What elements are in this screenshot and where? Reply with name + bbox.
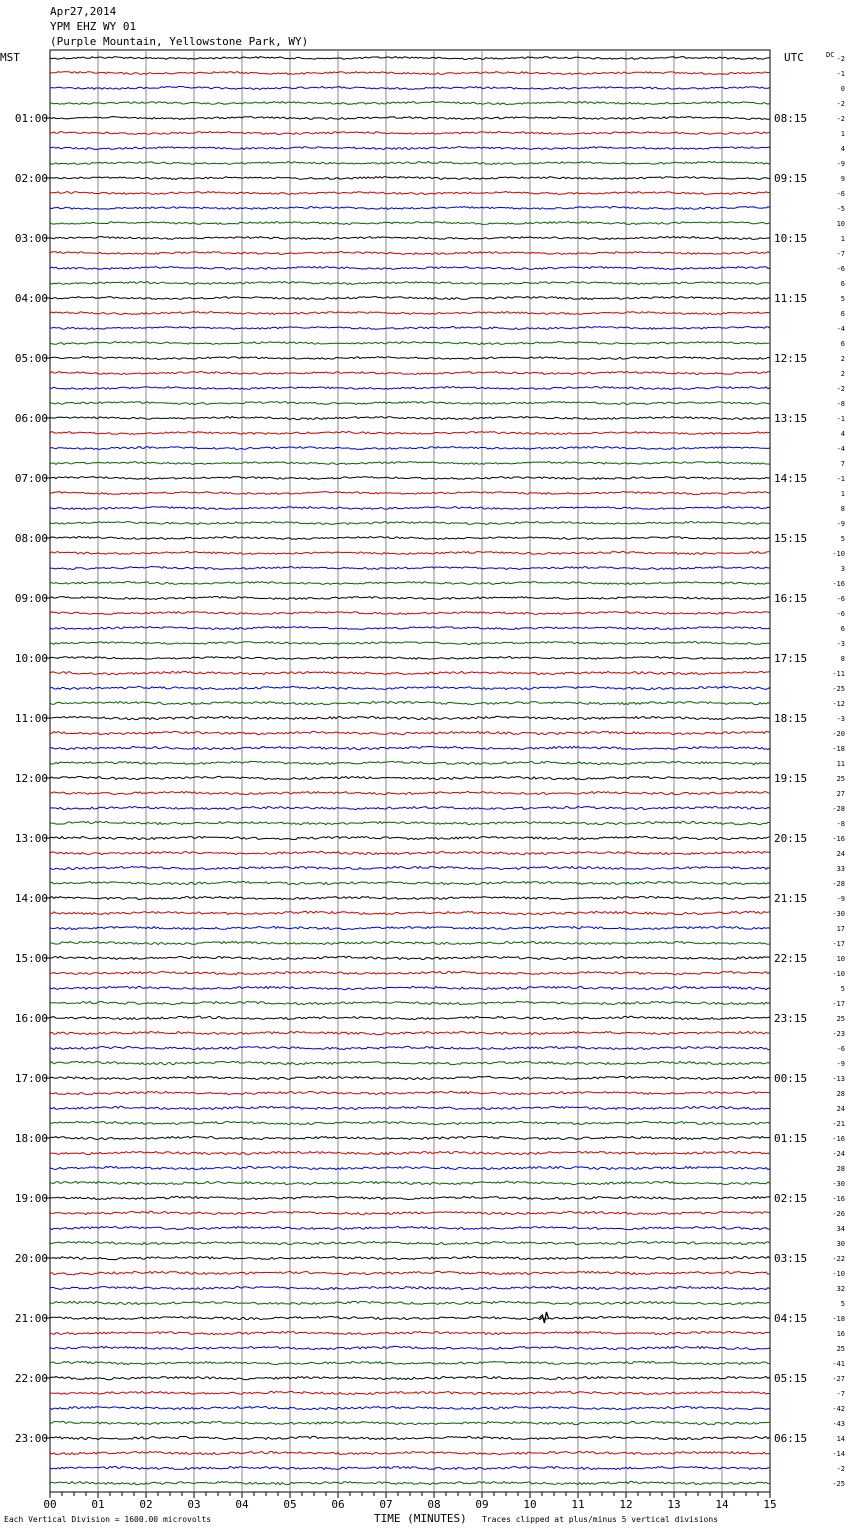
- trace-line: [50, 806, 770, 809]
- trace-line: [50, 911, 770, 914]
- trace-line: [50, 866, 770, 869]
- trace-line: [50, 1451, 770, 1454]
- trace-line: [50, 147, 770, 150]
- dc-offset-label: -9: [836, 520, 845, 528]
- dc-offset-label: 2: [840, 370, 845, 378]
- dc-offset-label: -2: [836, 385, 845, 393]
- right-hour-label: 11:15: [774, 292, 808, 305]
- trace-line: [50, 87, 770, 90]
- dc-offset-label: -2: [836, 1465, 845, 1473]
- dc-offset-label: -25: [832, 685, 845, 693]
- plot-date: Apr27,2014: [50, 5, 117, 18]
- right-hour-label: 18:15: [774, 712, 808, 725]
- trace-line: [50, 1301, 770, 1304]
- dc-offset-label: -28: [832, 880, 845, 888]
- trace-line: [50, 1256, 770, 1259]
- left-hour-label: 21:00: [14, 1312, 48, 1325]
- dc-offset-label: 10: [836, 220, 845, 228]
- x-tick-label: 15: [763, 1498, 777, 1511]
- dc-offset-label: -25: [832, 1480, 845, 1488]
- left-hour-label: 18:00: [14, 1132, 48, 1145]
- left-hour-label: 15:00: [14, 952, 48, 965]
- dc-offset-label: -16: [832, 1195, 845, 1203]
- dc-offset-label: -2: [836, 55, 845, 63]
- x-tick-label: 01: [91, 1498, 105, 1511]
- dc-offset-label: 6: [840, 340, 845, 348]
- grid-lines: [50, 50, 770, 1492]
- trace-line: [50, 177, 770, 180]
- trace-line: [50, 117, 770, 120]
- trace-line: [50, 1316, 770, 1319]
- trace-line: [50, 716, 770, 719]
- trace-line: [50, 851, 770, 854]
- trace-line: [50, 1377, 770, 1380]
- dc-offset-label: 8: [840, 655, 845, 663]
- dc-offset-label: 6: [840, 625, 845, 633]
- dc-offset-label: -2: [836, 100, 845, 108]
- x-tick-label: 03: [187, 1498, 201, 1511]
- left-hour-label: 11:00: [14, 712, 48, 725]
- x-tick-label: 00: [43, 1498, 57, 1511]
- right-hour-label: 15:15: [774, 532, 808, 545]
- trace-line: [50, 791, 770, 794]
- dc-offset-label: -8: [836, 820, 845, 828]
- trace-line: [50, 926, 770, 929]
- trace-line: [50, 162, 770, 165]
- trace-line: [50, 896, 770, 899]
- dc-offset-label: 0: [840, 85, 845, 93]
- left-hour-label: 03:00: [14, 232, 48, 245]
- dc-offset-label: -18: [832, 1315, 845, 1323]
- trace-line: [50, 192, 770, 195]
- right-hour-label: 17:15: [774, 652, 808, 665]
- dc-offset-label: -28: [832, 805, 845, 813]
- trace-line: [50, 776, 770, 779]
- dc-offset-label: 6: [840, 280, 845, 288]
- dc-offset-label: -24: [832, 1150, 845, 1158]
- dc-offset-label: 28: [836, 1090, 845, 1098]
- trace-line: [50, 552, 770, 555]
- trace-line: [50, 881, 770, 884]
- trace-line: [50, 731, 770, 734]
- dc-offset-label: -27: [832, 1375, 845, 1383]
- dc-offset-label: -4: [836, 325, 845, 333]
- trace-line: [50, 507, 770, 510]
- dc-offset-label: -6: [836, 610, 845, 618]
- trace-line: [50, 1226, 770, 1229]
- trace-line: [50, 447, 770, 450]
- trace-line: [50, 836, 770, 839]
- trace-line: [50, 537, 770, 540]
- dc-offset-label: 25: [836, 775, 845, 783]
- right-hour-label: 14:15: [774, 472, 808, 485]
- left-hour-label: 08:00: [14, 532, 48, 545]
- trace-line: [50, 986, 770, 989]
- dc-offset-label: -12: [832, 700, 845, 708]
- dc-offset-label: 4: [840, 430, 845, 438]
- right-hour-label: 08:15: [774, 112, 808, 125]
- clip-note: Traces clipped at plus/minus 5 vertical divisions: [482, 1515, 719, 1524]
- x-tick-label: 02: [139, 1498, 153, 1511]
- dc-offset-label: 5: [840, 295, 845, 303]
- x-tick-label: 06: [331, 1498, 345, 1511]
- trace-line: [50, 1361, 770, 1364]
- dc-offset-label: -10: [832, 1270, 845, 1278]
- x-axis-title: TIME (MINUTES): [374, 1512, 467, 1525]
- trace-line: [50, 1421, 770, 1424]
- dc-offset-label: -6: [836, 190, 845, 198]
- right-hour-label: 21:15: [774, 892, 808, 905]
- dc-offset-label: -4: [836, 445, 845, 453]
- trace-line: [50, 1016, 770, 1019]
- left-hour-label: 14:00: [14, 892, 48, 905]
- right-hour-label: 05:15: [774, 1372, 808, 1385]
- trace-line: [50, 1406, 770, 1409]
- trace-line: [50, 567, 770, 570]
- scale-note: Each Vertical Division = 1600.00 microvolts: [4, 1515, 212, 1524]
- trace-line: [50, 941, 770, 944]
- dc-offset-label: -18: [832, 745, 845, 753]
- left-hour-label: 04:00: [14, 292, 48, 305]
- dc-offset-label: -1: [836, 475, 845, 483]
- left-hour-label: 20:00: [14, 1252, 48, 1265]
- right-timezone-label: UTC: [784, 51, 804, 64]
- dc-offset-label: -3: [836, 640, 845, 648]
- trace-line: [50, 1286, 770, 1289]
- dc-offset-label: 1: [840, 490, 845, 498]
- trace-line: [50, 387, 770, 390]
- trace-line: [50, 222, 770, 225]
- dc-offset-label: 9: [840, 175, 845, 183]
- dc-offset-label: -5: [836, 205, 845, 213]
- trace-line: [50, 971, 770, 974]
- trace-line: [50, 657, 770, 660]
- trace-line: [50, 207, 770, 210]
- x-tick-label: 07: [379, 1498, 393, 1511]
- dc-offset-label: -30: [832, 910, 845, 918]
- dc-offset-label: -22: [832, 1255, 845, 1263]
- trace-line: [50, 102, 770, 105]
- left-hour-label: 23:00: [14, 1432, 48, 1445]
- dc-offset-label: -7: [836, 1390, 845, 1398]
- dc-offset-label: 5: [840, 1300, 845, 1308]
- dc-offset-label: 10: [836, 955, 845, 963]
- trace-line: [50, 327, 770, 330]
- right-hour-label: 04:15: [774, 1312, 808, 1325]
- right-hour-label: 02:15: [774, 1192, 808, 1205]
- trace-line: [50, 1166, 770, 1169]
- trace-line: [50, 237, 770, 240]
- left-hour-label: 06:00: [14, 412, 48, 425]
- trace-line: [50, 1346, 770, 1349]
- right-hour-label: 00:15: [774, 1072, 808, 1085]
- trace-line: [50, 1031, 770, 1034]
- trace-line: [50, 671, 770, 674]
- dc-offset-label: -6: [836, 1045, 845, 1053]
- trace-line: [50, 686, 770, 689]
- trace-line: [50, 57, 770, 60]
- trace-line: [50, 582, 770, 585]
- dc-offset-label: 4: [840, 145, 845, 153]
- trace-line: [50, 1481, 770, 1484]
- dc-offset-label: -2: [836, 115, 845, 123]
- trace-line: [50, 1196, 770, 1199]
- seismic-traces: [50, 57, 770, 1485]
- dc-offset-label: -17: [832, 1000, 845, 1008]
- dc-offset-label: 27: [836, 790, 845, 798]
- dc-offset-label: 5: [840, 985, 845, 993]
- right-hour-label: 01:15: [774, 1132, 808, 1145]
- trace-line: [50, 627, 770, 630]
- dc-offset-label: 5: [840, 535, 845, 543]
- left-hour-label: 22:00: [14, 1372, 48, 1385]
- right-hour-label: 03:15: [774, 1252, 808, 1265]
- right-hour-label: 20:15: [774, 832, 808, 845]
- dc-offset-label: 24: [836, 1105, 845, 1113]
- trace-line: [50, 1076, 770, 1079]
- dc-offset-label: -10: [832, 970, 845, 978]
- dc-offset-label: 24: [836, 850, 845, 858]
- right-hour-label: 06:15: [774, 1432, 808, 1445]
- dc-offset-label: -13: [832, 1075, 845, 1083]
- trace-line: [50, 612, 770, 615]
- dc-offset-label: 1: [840, 130, 845, 138]
- dc-offset-label: 14: [836, 1435, 845, 1443]
- dc-offset-label: -42: [832, 1405, 845, 1413]
- dc-offset-label: -16: [832, 835, 845, 843]
- dc-offset-label: 2: [840, 355, 845, 363]
- dc-offset-label: 32: [836, 1285, 845, 1293]
- trace-line: [50, 372, 770, 375]
- trace-line: [50, 282, 770, 285]
- dc-offset-label: -16: [832, 1135, 845, 1143]
- x-tick-label: 09: [475, 1498, 489, 1511]
- dc-offset-label: -7: [836, 250, 845, 258]
- station-name: YPM EHZ WY 01: [50, 20, 137, 33]
- right-hour-label: 19:15: [774, 772, 808, 785]
- trace-line: [50, 1331, 770, 1334]
- dc-offset-label: 16: [836, 1330, 845, 1338]
- trace-line: [50, 297, 770, 300]
- trace-line: [50, 357, 770, 360]
- dc-offset-label: -3: [836, 715, 845, 723]
- right-hour-label: 23:15: [774, 1012, 808, 1025]
- dc-offset-label: -41: [832, 1360, 845, 1368]
- dc-label: DC: [826, 51, 835, 59]
- left-hour-label: 09:00: [14, 592, 48, 605]
- trace-line: [50, 956, 770, 959]
- dc-offset-label: -16: [832, 580, 845, 588]
- dc-offset-label: -20: [832, 730, 845, 738]
- left-hour-label: 05:00: [14, 352, 48, 365]
- trace-line: [50, 1271, 770, 1274]
- dc-offset-label: -9: [836, 1060, 845, 1068]
- trace-line: [50, 1466, 770, 1469]
- trace-line: [50, 1106, 770, 1109]
- right-hour-label: 13:15: [774, 412, 808, 425]
- left-hour-label: 01:00: [14, 112, 48, 125]
- trace-line: [50, 1046, 770, 1049]
- right-hour-label: 12:15: [774, 352, 808, 365]
- trace-line: [50, 417, 770, 420]
- dc-offset-label: 33: [836, 865, 845, 873]
- dc-offset-label: -10: [832, 550, 845, 558]
- dc-offset-label: -43: [832, 1420, 845, 1428]
- trace-line: [50, 1391, 770, 1394]
- left-hour-label: 17:00: [14, 1072, 48, 1085]
- dc-offset-label: -9: [836, 895, 845, 903]
- left-timezone-label: MST: [0, 51, 20, 64]
- trace-line: [50, 252, 770, 255]
- trace-line: [50, 132, 770, 135]
- dc-offset-label: -9: [836, 160, 845, 168]
- trace-line: [50, 312, 770, 315]
- trace-line: [50, 1181, 770, 1184]
- trace-line: [50, 1211, 770, 1214]
- dc-offset-label: -11: [832, 670, 845, 678]
- dc-offset-label: -6: [836, 595, 845, 603]
- left-hour-label: 02:00: [14, 172, 48, 185]
- trace-line: [50, 1061, 770, 1064]
- trace-line: [50, 492, 770, 495]
- dc-offset-label: -17: [832, 940, 845, 948]
- x-tick-label: 13: [667, 1498, 681, 1511]
- dc-offset-label: 11: [836, 760, 845, 768]
- dc-offset-label: -30: [832, 1180, 845, 1188]
- left-hour-label: 19:00: [14, 1192, 48, 1205]
- trace-line: [50, 1151, 770, 1154]
- x-tick-label: 12: [619, 1498, 633, 1511]
- plot-frame: [50, 50, 770, 1492]
- dc-offset-label: 3: [840, 565, 845, 573]
- trace-line: [50, 1001, 770, 1004]
- dc-offset-label: 6: [840, 310, 845, 318]
- dc-offset-label: 28: [836, 1165, 845, 1173]
- dc-offset-label: 8: [840, 505, 845, 513]
- trace-line: [50, 432, 770, 435]
- dc-offset-label: -1: [836, 415, 845, 423]
- right-hour-label: 10:15: [774, 232, 808, 245]
- event-spike: [539, 1312, 548, 1323]
- dc-offset-label: -23: [832, 1030, 845, 1038]
- trace-line: [50, 746, 770, 749]
- dc-offset-label: -6: [836, 265, 845, 273]
- left-hour-label: 16:00: [14, 1012, 48, 1025]
- trace-line: [50, 1436, 770, 1439]
- trace-line: [50, 821, 770, 824]
- trace-line: [50, 701, 770, 704]
- dc-offset-label: 25: [836, 1345, 845, 1353]
- left-hour-label: 12:00: [14, 772, 48, 785]
- trace-line: [50, 597, 770, 600]
- left-hour-label: 10:00: [14, 652, 48, 665]
- x-tick-label: 14: [715, 1498, 729, 1511]
- dc-offset-label: -26: [832, 1210, 845, 1218]
- x-tick-label: 11: [571, 1498, 585, 1511]
- right-hour-label: 16:15: [774, 592, 808, 605]
- dc-offset-label: 7: [840, 460, 845, 468]
- dc-offset-label: 17: [836, 925, 845, 933]
- station-location: (Purple Mountain, Yellowstone Park, WY): [50, 35, 309, 48]
- dc-offset-label: 34: [836, 1225, 845, 1233]
- trace-line: [50, 72, 770, 75]
- dc-offset-label: -1: [836, 70, 845, 78]
- x-tick-label: 08: [427, 1498, 441, 1511]
- trace-line: [50, 761, 770, 764]
- trace-line: [50, 1091, 770, 1094]
- trace-line: [50, 267, 770, 270]
- trace-line: [50, 462, 770, 465]
- dc-offset-label: 1: [840, 235, 845, 243]
- trace-line: [50, 522, 770, 525]
- x-tick-label: 05: [283, 1498, 297, 1511]
- dc-offset-label: -14: [832, 1450, 845, 1458]
- trace-line: [50, 477, 770, 480]
- right-hour-label: 22:15: [774, 952, 808, 965]
- trace-line: [50, 642, 770, 645]
- x-tick-label: 04: [235, 1498, 249, 1511]
- x-tick-label: 10: [523, 1498, 537, 1511]
- right-hour-label: 09:15: [774, 172, 808, 185]
- left-hour-label: 13:00: [14, 832, 48, 845]
- trace-line: [50, 402, 770, 405]
- axis-labels: [0, 51, 845, 1511]
- trace-line: [50, 1136, 770, 1139]
- left-hour-label: 07:00: [14, 472, 48, 485]
- dc-offset-label: 25: [836, 1015, 845, 1023]
- trace-line: [50, 342, 770, 345]
- dc-offset-label: -8: [836, 400, 845, 408]
- dc-offset-label: 30: [836, 1240, 845, 1248]
- trace-line: [50, 1241, 770, 1244]
- dc-offset-label: -21: [832, 1120, 845, 1128]
- trace-line: [50, 1121, 770, 1124]
